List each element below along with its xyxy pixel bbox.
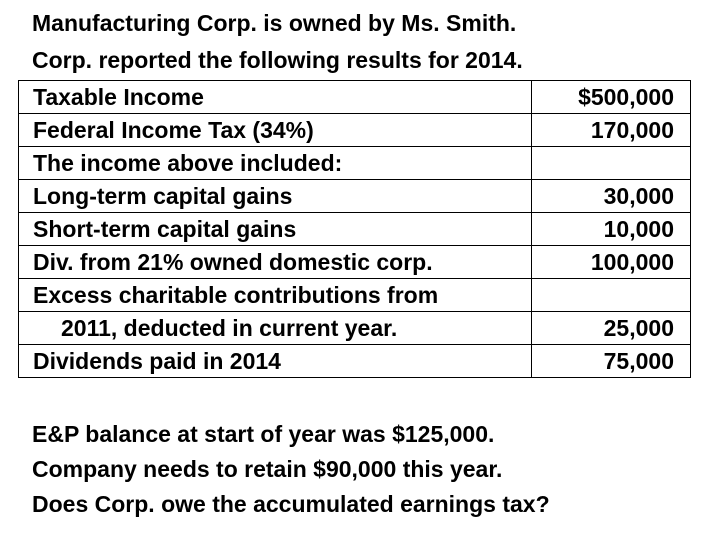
results-table — [18, 80, 691, 378]
row-label-income-included: The income above included: — [19, 147, 532, 180]
row-label-long-term-gains: Long-term capital gains — [19, 180, 532, 213]
row-amount-dividends-received: 100,000 — [532, 246, 691, 279]
table-row — [19, 345, 691, 378]
outro-line-question: Does Corp. owe the accumulated earnings tax? — [32, 491, 550, 517]
row-amount-empty — [532, 279, 691, 312]
row-label-taxable-income: Taxable Income — [19, 81, 532, 114]
table-row — [19, 147, 691, 180]
row-amount-long-term-gains: 30,000 — [532, 180, 691, 213]
row-label-charitable-carryover: 2011, deducted in current year. — [19, 312, 532, 345]
table-row — [19, 114, 691, 147]
intro-line-results: Corp. reported the following results for 2014. — [32, 47, 523, 73]
table-row — [19, 246, 691, 279]
table-row — [19, 312, 691, 345]
row-label-dividends-received: Div. from 21% owned domestic corp. — [19, 246, 532, 279]
table-row — [19, 279, 691, 312]
row-label-short-term-gains: Short-term capital gains — [19, 213, 532, 246]
row-label-dividends-paid: Dividends paid in 2014 — [19, 345, 532, 378]
row-amount-short-term-gains: 10,000 — [532, 213, 691, 246]
row-amount-empty — [532, 147, 691, 180]
row-amount-taxable-income: $500,000 — [532, 81, 691, 114]
row-label-federal-income-tax: Federal Income Tax (34%) — [19, 114, 532, 147]
row-amount-dividends-paid: 75,000 — [532, 345, 691, 378]
table-row — [19, 180, 691, 213]
row-amount-federal-income-tax: 170,000 — [532, 114, 691, 147]
table-row — [19, 81, 691, 114]
row-label-excess-charitable: Excess charitable contributions from — [19, 279, 532, 312]
outro-line-retain: Company needs to retain $90,000 this year. — [32, 456, 503, 482]
intro-line-owner: Manufacturing Corp. is owned by Ms. Smith. — [32, 10, 517, 36]
row-amount-charitable-carryover: 25,000 — [532, 312, 691, 345]
table-row — [19, 213, 691, 246]
outro-line-ep-balance: E&P balance at start of year was $125,000. — [32, 421, 495, 447]
